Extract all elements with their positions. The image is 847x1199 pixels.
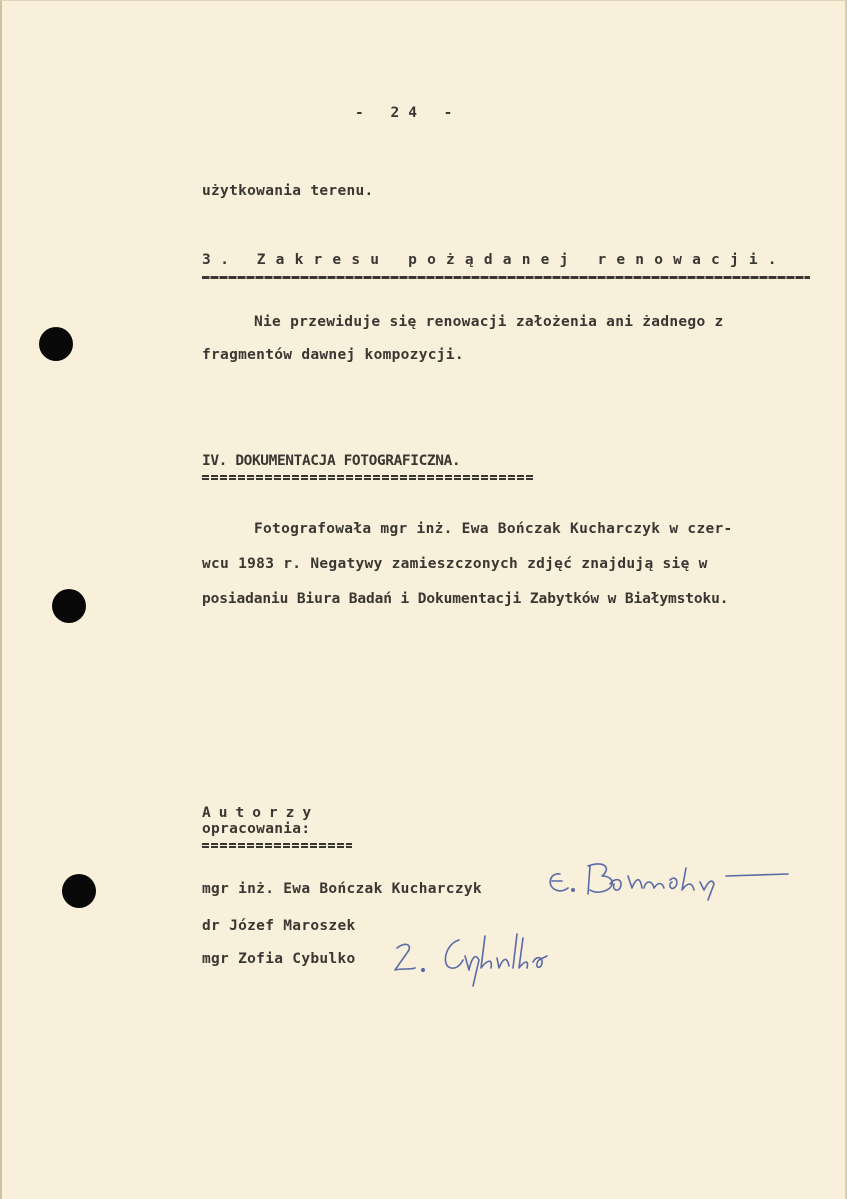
author-2: dr Józef Maroszek bbox=[202, 918, 356, 934]
section4-body-line3: posiadaniu Biura Badań i Dokumentacji Zabytków w Białymstoku. bbox=[202, 591, 729, 607]
authors-underline bbox=[202, 843, 352, 848]
signature-cybulko bbox=[387, 926, 587, 996]
continuation-line: użytkowania terenu. bbox=[202, 183, 374, 199]
page-number: - 24 - bbox=[355, 105, 462, 121]
section3-heading bbox=[202, 252, 810, 268]
section4-underline bbox=[202, 475, 535, 480]
section4-heading: IV. DOKUMENTACJA FOTOGRAFICZNA. bbox=[202, 453, 461, 469]
authors-label-line2: opracowania: bbox=[202, 821, 311, 837]
section3-heading-number: 3. bbox=[202, 252, 239, 268]
section4-body-line2: wcu 1983 r. Negatywy zamieszczonych zdjęć znajdują się w bbox=[202, 556, 708, 572]
authors-label-line1: Autorzy bbox=[202, 805, 320, 821]
punch-hole-top bbox=[39, 327, 73, 361]
punch-hole-middle bbox=[52, 589, 86, 623]
section3-heading-text: Zakresu pożądanej renowacji. bbox=[256, 252, 787, 268]
punch-hole-bottom bbox=[62, 874, 96, 908]
author-1: mgr inż. Ewa Bończak Kucharczyk bbox=[202, 881, 482, 897]
author-3: mgr Zofia Cybulko bbox=[202, 951, 356, 967]
section3-body-line1: Nie przewiduje się renowacji założenia ani żadnego z bbox=[254, 314, 724, 330]
signature-bonczak bbox=[542, 854, 792, 904]
section3-body-line2: fragmentów dawnej kompozycji. bbox=[202, 347, 464, 363]
section3-underline bbox=[202, 276, 810, 279]
section4-body-line1: Fotografowała mgr inż. Ewa Bończak Kucharczyk w czer- bbox=[254, 521, 733, 537]
